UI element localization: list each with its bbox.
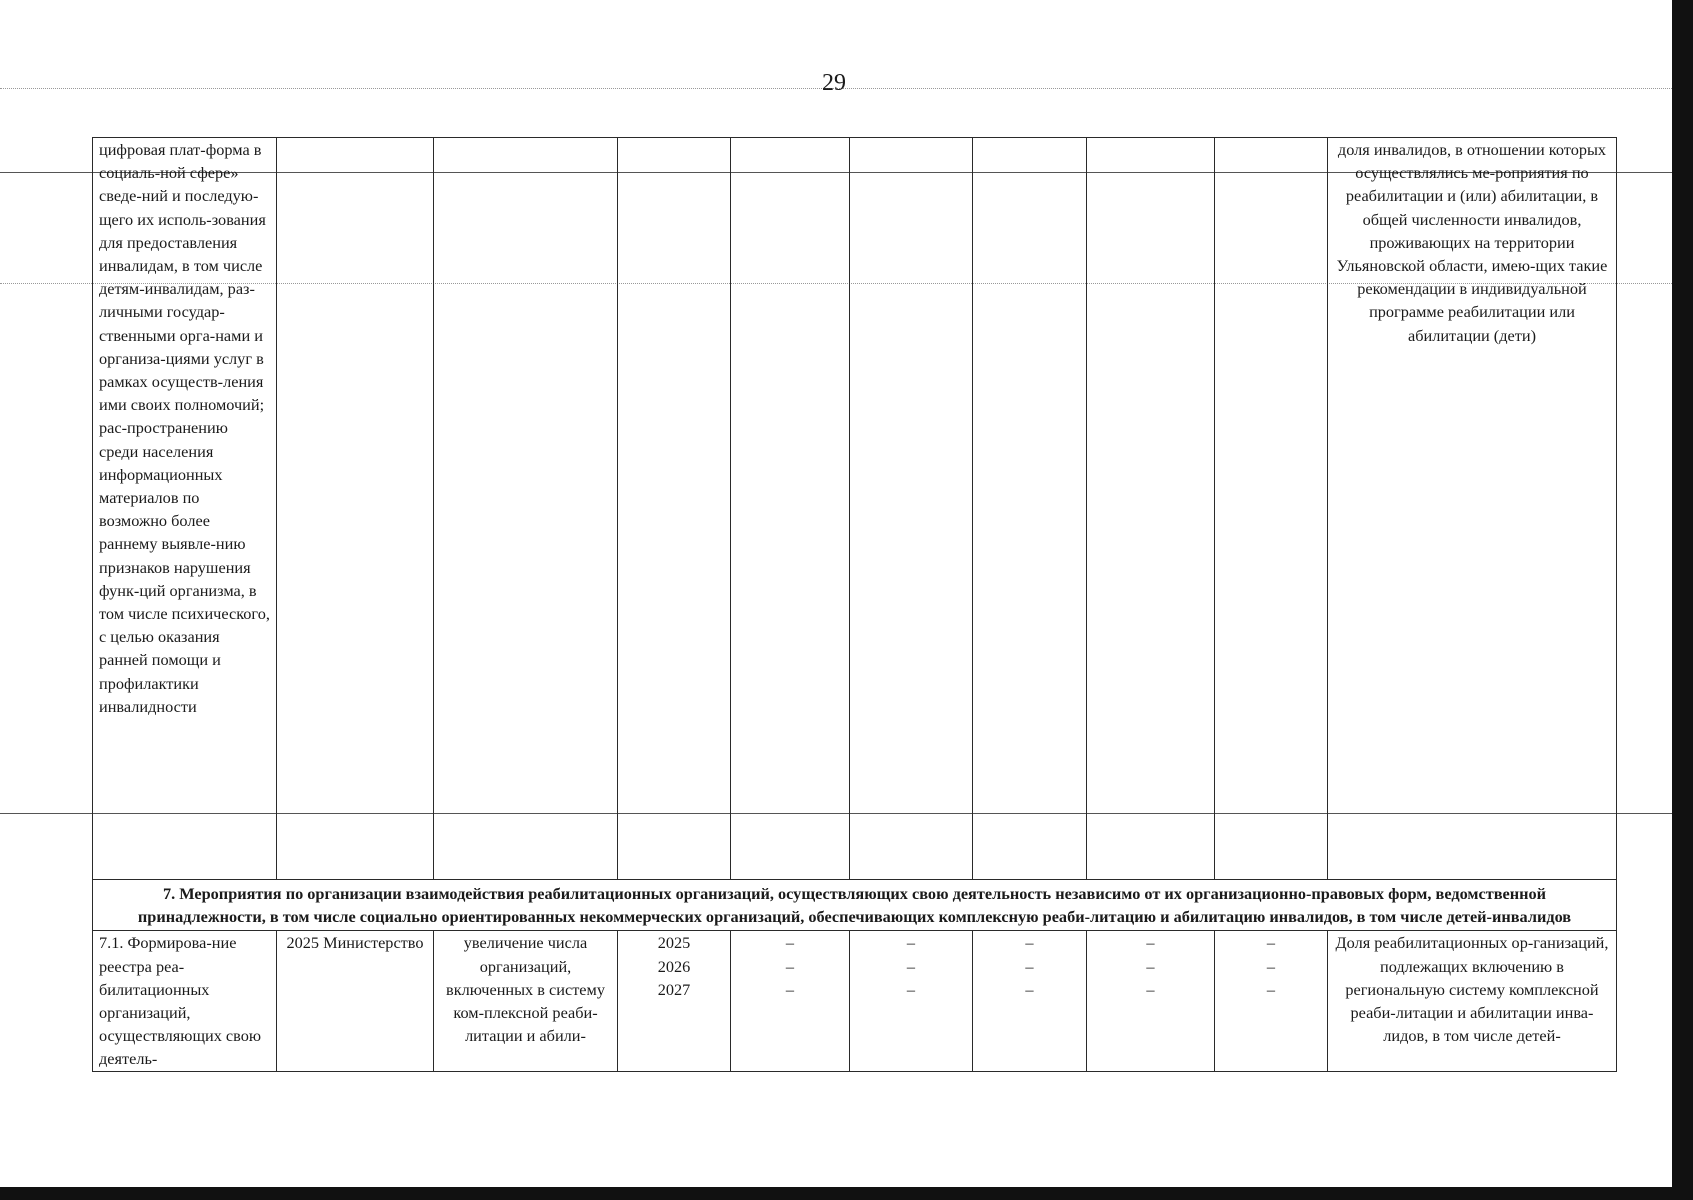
section-heading-row	[93, 880, 1617, 931]
year-value: 2025	[657, 933, 691, 953]
empty-cell	[1215, 138, 1328, 880]
dash-value: –	[1025, 933, 1034, 953]
empty-cell	[973, 138, 1087, 880]
measure-executor: 2025 Министерство	[277, 931, 434, 1071]
measure-years	[618, 931, 731, 1071]
empty-cell	[277, 138, 434, 880]
empty-cell	[731, 138, 850, 880]
empty-cell	[1087, 138, 1215, 880]
funding-cell	[850, 931, 973, 1071]
scan-bottom-edge	[0, 1187, 1693, 1200]
dash-value: –	[1146, 979, 1155, 999]
measure-result: увеличение числа организаций, включенных в систему ком-плексной реаби-литации и абили-	[434, 931, 618, 1071]
measure-name: 7.1. Формирова-ние реестра реа-билитационных организаций, осуществляющих свою деятель-	[93, 931, 277, 1071]
dash-value: –	[1266, 956, 1276, 976]
empty-cell	[618, 138, 731, 880]
empty-cell	[850, 138, 973, 880]
measure-row-7-1	[93, 931, 1617, 1071]
measures-table	[92, 137, 1617, 1072]
indicator-text: доля инвалидов, в отношении которых осуществлялись ме-роприятия по реабилитации и (или) абилитации, в общей численности инвалидов, проживающих на территории Ульяновской области, имею-щих такие рекомендации в индивидуальной программе реабилитации или абилитации (дети)	[1328, 138, 1617, 880]
year-value: 2026	[657, 956, 691, 976]
funding-cell	[1087, 931, 1215, 1071]
dash-value: –	[785, 933, 795, 953]
dash-value: –	[906, 979, 916, 999]
dash-value: –	[785, 979, 795, 999]
dash-value: –	[1266, 979, 1276, 999]
dash-value: –	[1266, 933, 1276, 953]
page-number: 29	[822, 70, 846, 96]
empty-cell	[434, 138, 618, 880]
dash-value: –	[1025, 979, 1034, 999]
funding-cell	[1215, 931, 1328, 1071]
funding-cell	[731, 931, 850, 1071]
dash-value: –	[1025, 956, 1034, 976]
dash-value: –	[785, 956, 795, 976]
dash-value: –	[906, 933, 916, 953]
dash-value: –	[1146, 956, 1155, 976]
indicator-text: Доля реабилитационных ор-ганизаций, подлежащих включению в региональную систему комплексной реаби-литации и абилитации инва-лидов, в том числе детей-	[1328, 931, 1617, 1071]
scan-right-edge	[1672, 0, 1693, 1200]
measure-description: цифровая плат-форма в социаль-ной сфере» сведе-ний и последую-щего их исполь-зования для предоставления инвалидам, в том числе детям-инвалидам, раз-личными государ-ственными орга-нами и организа-циями услуг в рамках осуществ-ления ими своих полномочий; рас-пространению среди населения информационных материалов по возможно более раннему выявле-нию признаков нарушения функ-ций организма, в том числе психического, с целью оказания ранней помощи и профилактики инвалидности	[93, 138, 277, 880]
funding-cell	[973, 931, 1087, 1071]
dash-value: –	[906, 956, 916, 976]
dash-value: –	[1146, 933, 1155, 953]
year-value: 2027	[657, 979, 691, 999]
continuation-row	[93, 138, 1617, 880]
section-7-heading: 7. Мероприятия по организации взаимодействия реабилитационных организаций, осуществляющих свою деятельность независимо от их организационно-правовых форм, ведомственной принадлежности, в том числе социально ориентированных некоммерческих организаций, обеспечивающих комплексную реаби-литацию и абилитацию инвалидов, в том числе детей-инвалидов	[93, 880, 1617, 931]
